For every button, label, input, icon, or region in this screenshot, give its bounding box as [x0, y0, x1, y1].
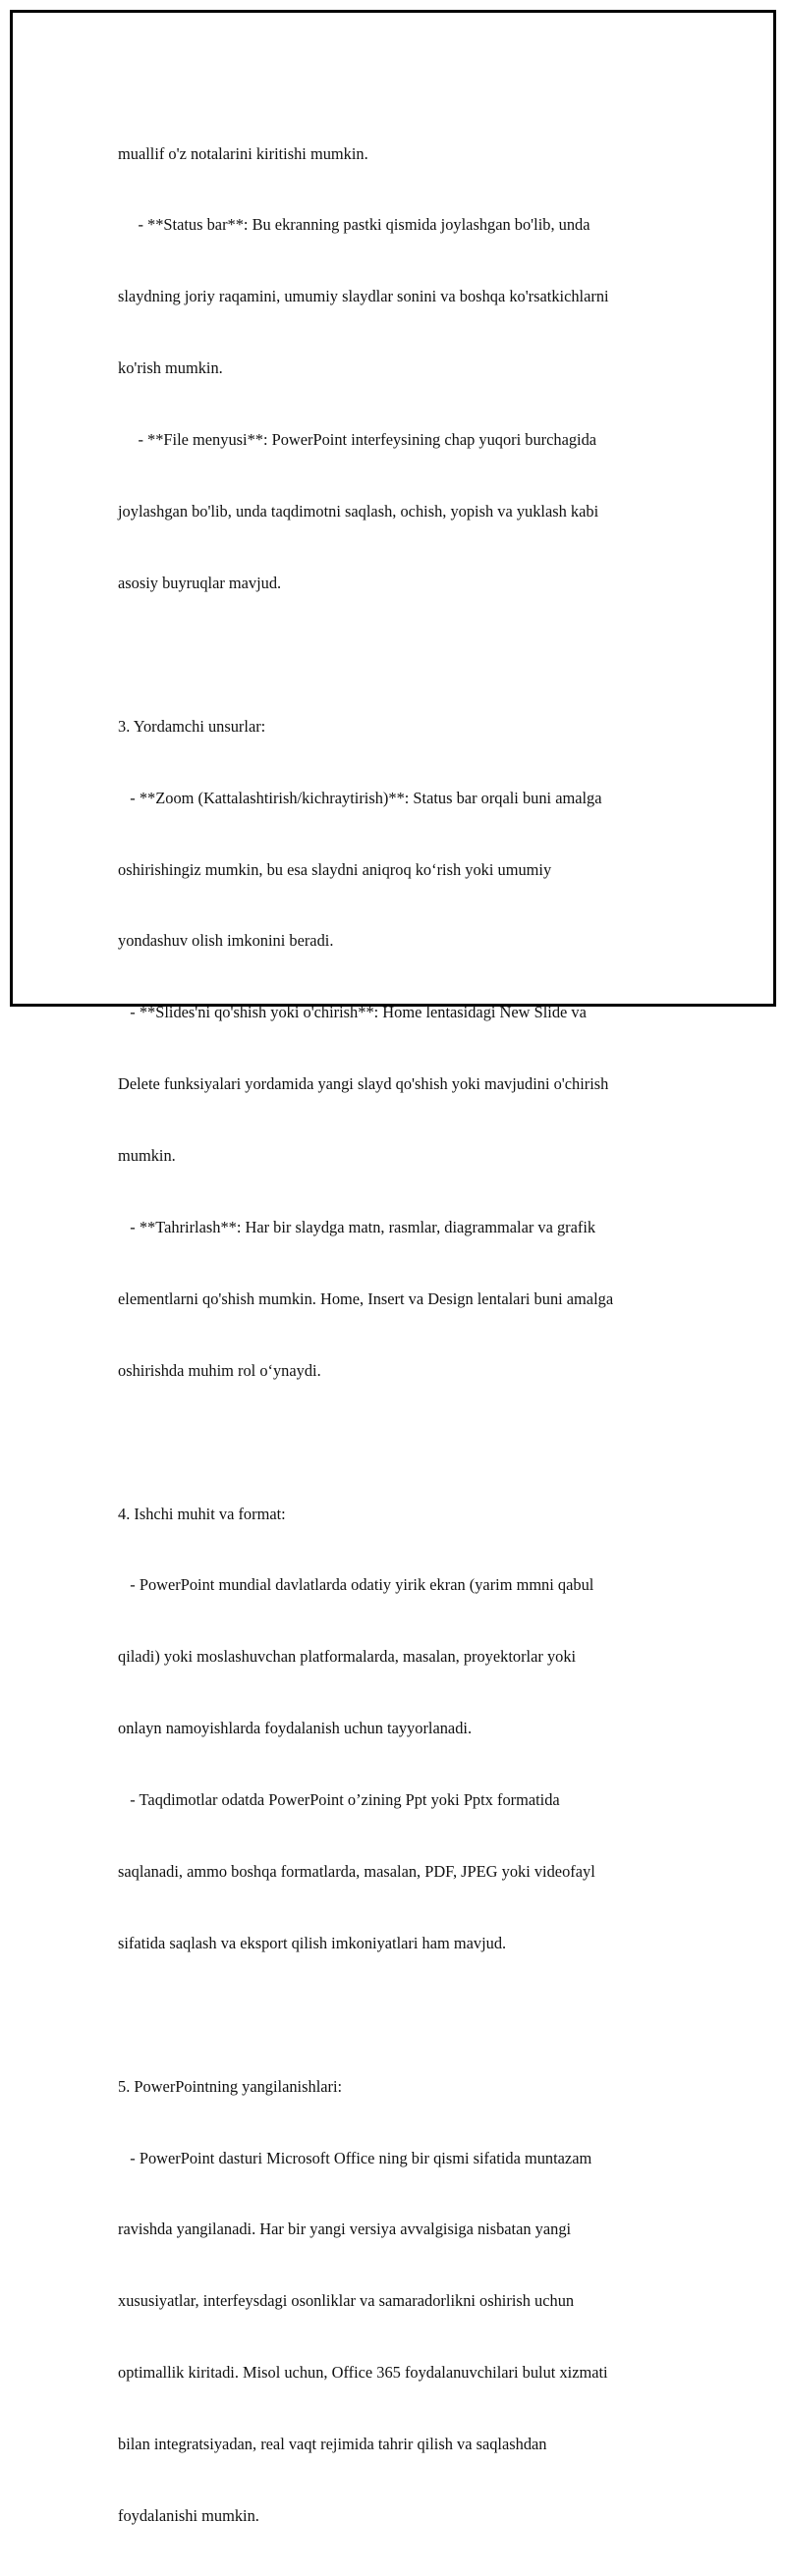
text-line: asosiy buyruqlar mavjud.	[118, 573, 282, 592]
text-line: mumkin.	[118, 1146, 176, 1166]
text-line: optimallik kiritadi. Misol uchun, Office 365 foydalanuvchilari bulut xizmati	[118, 2363, 608, 2383]
text-line: ko'rish mumkin.	[118, 358, 223, 378]
text-line: joylashgan bo'lib, unda taqdimotni saqlash, ochish, yopish va yuklash kabi	[118, 502, 599, 521]
document-body	[118, 94, 707, 2576]
section-heading: 5. PowerPointning yangilanishlari:	[118, 2076, 343, 2096]
text-line: oshirishingiz mumkin, bu esa slaydni aniqroq ko‘rish yoki umumiy	[118, 859, 552, 879]
text-line: bilan integratsiyadan, real vaqt rejimida tahrir qilish va saqlashdan	[118, 2435, 547, 2454]
text-line: onlayn namoyishlarda foydalanish uchun tayyorlanadi.	[118, 1719, 473, 1738]
text-line: - PowerPoint mundial davlatlarda odatiy yirik ekran (yarim mmni qabul	[118, 1575, 594, 1595]
text-line: - **File menyusi**: PowerPoint interfeysining chap yuqori burchagida	[118, 430, 597, 450]
text-line: xususiyatlar, interfeysdagi osonliklar va samaradorlikni oshirish uchun	[118, 2291, 575, 2311]
text-line: - PowerPoint dasturi Microsoft Office ning bir qismi sifatida muntazam	[118, 2148, 592, 2167]
text-line: - **Tahrirlash**: Har bir slaydga matn, rasmlar, diagrammalar va grafik	[118, 1217, 596, 1236]
section-heading: 3. Yordamchi unsurlar:	[118, 716, 266, 736]
text-line: slaydning joriy raqamini, umumiy slaydlar sonini va boshqa ko'rsatkichlarni	[118, 287, 609, 306]
text-line: Delete funksiyalari yordamida yangi slayd qo'shish yoki mavjudini o'chirish	[118, 1074, 609, 1094]
text-line: - Taqdimotlar odatda PowerPoint o’zining Ppt yoki Pptx formatida	[118, 1790, 560, 1810]
text-line: saqlanadi, ammo boshqa formatlarda, masalan, PDF, JPEG yoki videofayl	[118, 1861, 595, 1881]
text-line: - **Slides'ni qo'shish yoki o'chirish**: Home lentasidagi New Slide va	[118, 1003, 587, 1022]
text-line: oshirishda muhim rol o‘ynaydi.	[118, 1360, 321, 1380]
text-line: ravishda yangilanadi. Har bir yangi versiya avvalgisiga nisbatan yangi	[118, 2220, 572, 2239]
text-line: elementlarni qo'shish mumkin. Home, Insert va Design lentalari buni amalga	[118, 1288, 614, 1308]
blank-line	[118, 1431, 707, 1454]
text-line: yondashuv olish imkonini beradi.	[118, 931, 334, 951]
text-line: qiladi) yoki moslashuvchan platformalarda, masalan, proyektorlar yoki	[118, 1647, 577, 1667]
blank-line	[118, 2003, 707, 2027]
document-page	[10, 10, 776, 2525]
text-line: - **Zoom (Kattalashtirish/kichraytirish)**: Status bar orqali buni amalga	[118, 788, 602, 807]
text-line: - **Status bar**: Bu ekranning pastki qismida joylashgan bo'lib, unda	[118, 215, 590, 235]
section-heading: 4. Ishchi muhit va format:	[118, 1504, 286, 1523]
text-line: muallif o'z notalarini kiritishi mumkin.	[118, 143, 368, 163]
text-line: sifatida saqlash va eksport qilish imkoniyatlari ham mavjud.	[118, 1933, 507, 1952]
blank-line	[118, 643, 707, 667]
text-line: foydalanishi mumkin.	[118, 2505, 259, 2525]
